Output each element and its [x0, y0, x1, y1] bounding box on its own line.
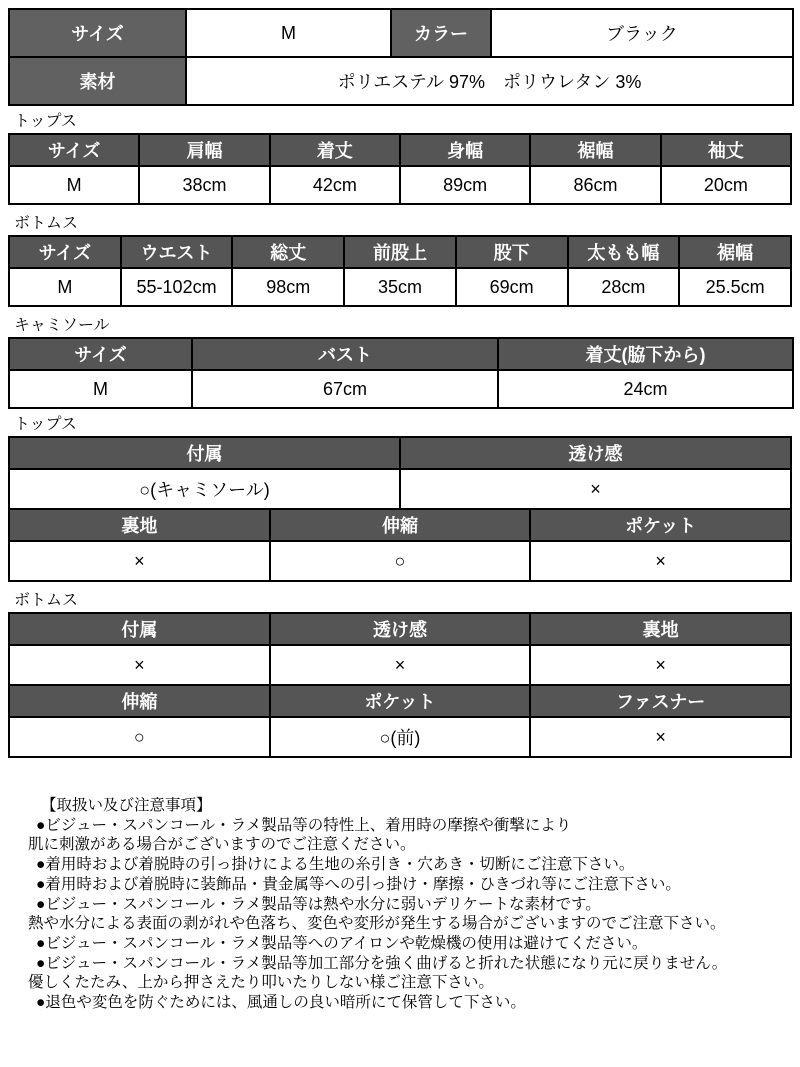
value-cell: 20cm [661, 166, 791, 204]
header-row [9, 338, 793, 370]
info-row-material [9, 57, 793, 105]
header-row [9, 685, 791, 717]
tops-size-label: トップス [14, 113, 77, 130]
header-cell: 透け感 [270, 613, 531, 645]
value-cell: × [9, 645, 270, 685]
bottoms-size-label: ボトムス [14, 215, 79, 232]
value-cell: × [530, 541, 791, 581]
header-cell: 前股上 [344, 236, 456, 268]
value-cell: 42cm [270, 166, 400, 204]
value-cell: 98cm [232, 268, 344, 306]
header-row [9, 613, 791, 645]
care-note-line: ●ビジュー・スパンコール・ラメ製品等の特性上、着用時の摩擦や衝撃により [36, 816, 572, 834]
header-cell: 裾幅 [530, 134, 660, 166]
care-note-line: 優しくたたみ、上から押さえたり叩いたりしない様ご注意下さい。 [28, 974, 494, 992]
value-cell: M [9, 166, 139, 204]
camisole-size-table [8, 337, 794, 409]
header-cell: 透け感 [400, 437, 791, 469]
header-cell: 総丈 [232, 236, 344, 268]
header-cell: 肩幅 [139, 134, 269, 166]
header-cell: 伸縮 [9, 685, 270, 717]
care-note-line: 肌に刺激がある場合がございますのでご注意ください。 [28, 836, 416, 854]
tops-size-table [8, 133, 792, 205]
header-cell: 裏地 [9, 509, 270, 541]
value-row [9, 166, 791, 204]
care-note-line: ●ビジュー・スパンコール・ラメ製品等は熱や水分に弱いデリケートな素材です。 [36, 895, 601, 913]
value-cell: × [530, 717, 791, 757]
header-cell: 袖丈 [661, 134, 791, 166]
value-row [9, 469, 791, 509]
value-row [9, 717, 791, 757]
header-cell: 付属 [9, 613, 270, 645]
header-cell: ファスナー [530, 685, 791, 717]
header-cell: サイズ [9, 236, 121, 268]
value-row [9, 370, 793, 408]
care-note-line: ●ビジュー・スパンコール・ラメ製品等へのアイロンや乾燥機の使用は避けてください。 [36, 934, 648, 952]
bottoms-size-table [8, 235, 792, 307]
size-header-cell: サイズ [9, 9, 186, 57]
care-note-line: ●退色や変色を防ぐためには、風通しの良い暗所にて保管して下さい。 [36, 994, 526, 1012]
value-cell: M [9, 268, 121, 306]
value-cell: 25.5cm [679, 268, 791, 306]
value-cell: ○(前) [270, 717, 531, 757]
header-cell: 股下 [456, 236, 568, 268]
header-cell: 身幅 [400, 134, 530, 166]
header-row [9, 437, 791, 469]
value-cell: M [9, 370, 192, 408]
material-header-cell: 素材 [9, 57, 186, 105]
value-cell: ○ [270, 541, 531, 581]
bottoms-features-table [8, 612, 792, 758]
value-cell: × [9, 541, 270, 581]
value-cell: 55-102cm [121, 268, 233, 306]
header-cell: サイズ [9, 338, 192, 370]
tops-features-table [8, 436, 792, 582]
color-header-cell: カラー [391, 9, 491, 57]
info-table [8, 8, 794, 106]
header-cell: 裾幅 [679, 236, 791, 268]
header-row [9, 134, 791, 166]
tops-features-label: トップス [14, 416, 77, 433]
header-cell: 付属 [9, 437, 400, 469]
value-cell: × [400, 469, 791, 509]
header-cell: ポケット [530, 509, 791, 541]
value-cell: × [530, 645, 791, 685]
value-cell: 35cm [344, 268, 456, 306]
care-note-line: ●着用時および着脱時に装飾品・貴金属等への引っ掛け・摩擦・ひきづれ等にご注意下さい。 [36, 875, 681, 893]
header-cell: 伸縮 [270, 509, 531, 541]
header-cell: 太もも幅 [568, 236, 680, 268]
header-cell: ウエスト [121, 236, 233, 268]
value-cell: 69cm [456, 268, 568, 306]
header-row [9, 236, 791, 268]
value-cell: 28cm [568, 268, 680, 306]
care-notes-title: 【取扱い及び注意事項】 [41, 797, 212, 814]
info-row-size-color [9, 9, 793, 57]
header-cell: 裏地 [530, 613, 791, 645]
care-note-line: ●ビジュー・スパンコール・ラメ製品等加工部分を強く曲げると折れた状態になり元に戻りません。 [36, 954, 728, 972]
bottoms-features-label: ボトムス [14, 592, 79, 609]
value-cell: ○(キャミソール) [9, 469, 400, 509]
value-cell: ○ [9, 717, 270, 757]
header-row [9, 509, 791, 541]
value-cell: × [270, 645, 531, 685]
value-cell: 86cm [530, 166, 660, 204]
material-value-cell: ポリエステル 97% ポリウレタン 3% [186, 57, 793, 105]
value-cell: 38cm [139, 166, 269, 204]
header-cell: ポケット [270, 685, 531, 717]
care-notes [28, 796, 792, 1013]
value-row [9, 541, 791, 581]
value-row [9, 268, 791, 306]
value-cell: 67cm [192, 370, 498, 408]
care-note-line: ●着用時および着脱時の引っ掛けによる生地の糸引き・穴あき・切断にご注意下さい。 [36, 856, 635, 874]
header-cell: サイズ [9, 134, 139, 166]
header-cell: バスト [192, 338, 498, 370]
header-cell: 着丈(脇下から) [498, 338, 793, 370]
value-cell: 89cm [400, 166, 530, 204]
camisole-size-label: キャミソール [14, 317, 110, 334]
size-value-cell: M [186, 9, 391, 57]
value-cell: 24cm [498, 370, 793, 408]
color-value-cell: ブラック [491, 9, 793, 57]
care-note-line: 熱や水分による表面の剥がれや色落ち、変色や変形が発生する場合がございますのでご注意下さい。 [28, 915, 726, 933]
value-row [9, 645, 791, 685]
header-cell: 着丈 [270, 134, 400, 166]
